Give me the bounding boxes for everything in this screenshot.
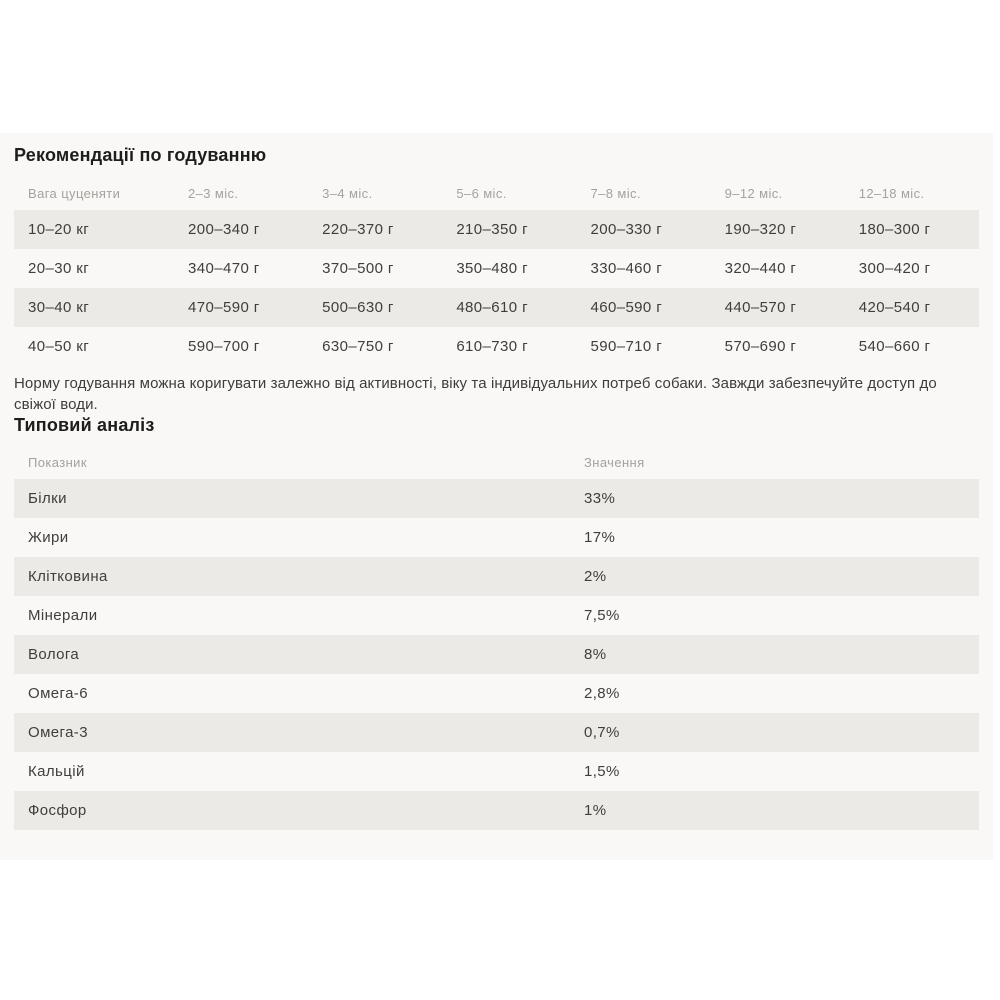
amount-cell: 420–540 г (858, 299, 931, 316)
analysis-row-minerals (14, 596, 979, 635)
amount-cell: 300–420 г (858, 260, 931, 277)
indicator-cell: Омега-3 (28, 724, 88, 741)
analysis-row-omega6 (14, 674, 979, 713)
indicator-cell: Білки (28, 490, 67, 507)
analysis-col-indicator: Показник (28, 454, 87, 470)
value-cell: 1,5% (584, 763, 620, 780)
feeding-row-40-50kg (14, 327, 979, 366)
analysis-row-fat (14, 518, 979, 557)
weight-cell: 10–20 кг (28, 221, 90, 238)
indicator-cell: Волога (28, 646, 80, 663)
feeding-recommendations-title: Рекомендації по годуванню (14, 145, 267, 165)
amount-cell: 610–730 г (456, 338, 528, 355)
weight-cell: 20–30 кг (28, 260, 90, 277)
value-cell: 8% (584, 646, 607, 663)
indicator-cell: Мінерали (28, 607, 98, 624)
amount-cell: 570–690 г (724, 338, 797, 355)
feeding-col-2-3-months: 2–3 міс. (188, 186, 239, 201)
analysis-row-omega3 (14, 713, 979, 752)
amount-cell: 370–500 г (322, 260, 394, 277)
feeding-col-3-4-months: 3–4 міс. (322, 186, 373, 201)
amount-cell: 590–710 г (590, 338, 663, 355)
value-cell: 2,8% (584, 685, 620, 702)
amount-cell: 590–700 г (188, 338, 260, 355)
analysis-row-fiber (14, 557, 979, 596)
amount-cell: 460–590 г (590, 299, 663, 316)
amount-cell: 350–480 г (456, 260, 528, 277)
amount-cell: 320–440 г (724, 260, 797, 277)
feeding-col-7-8-months: 7–8 міс. (590, 186, 641, 201)
feeding-note (14, 373, 979, 415)
amount-cell: 540–660 г (858, 338, 931, 355)
indicator-cell: Омега-6 (28, 685, 88, 702)
feeding-row-20-30kg (14, 249, 979, 288)
indicator-cell: Фосфор (28, 802, 87, 819)
value-cell: 1% (584, 802, 607, 819)
amount-cell: 220–370 г (322, 221, 394, 238)
amount-cell: 200–340 г (188, 221, 260, 238)
value-cell: 33% (584, 490, 616, 507)
feeding-table (14, 177, 979, 366)
weight-cell: 30–40 кг (28, 299, 90, 316)
amount-cell: 190–320 г (724, 221, 797, 238)
amount-cell: 470–590 г (188, 299, 260, 316)
feeding-col-5-6-months: 5–6 міс. (456, 186, 507, 201)
analysis-row-calcium (14, 752, 979, 791)
value-cell: 2% (584, 568, 607, 585)
amount-cell: 330–460 г (590, 260, 663, 277)
value-cell: 17% (584, 529, 616, 546)
amount-cell: 180–300 г (858, 221, 931, 238)
amount-cell: 440–570 г (724, 299, 797, 316)
analysis-table (14, 445, 979, 830)
value-cell: 0,7% (584, 724, 620, 741)
weight-cell: 40–50 кг (28, 338, 90, 355)
feeding-col-9-12-months: 9–12 міс. (724, 186, 783, 201)
amount-cell: 210–350 г (456, 221, 528, 238)
typical-analysis-title: Типовий аналіз (14, 415, 155, 435)
amount-cell: 480–610 г (456, 299, 528, 316)
analysis-table-header-row (14, 445, 979, 479)
analysis-row-moisture (14, 635, 979, 674)
amount-cell: 630–750 г (322, 338, 394, 355)
indicator-cell: Жири (28, 529, 69, 546)
feeding-col-weight: Вага цуценяти (28, 186, 121, 201)
feeding-note-line1: Норму годування можна коригувати залежно від активності, віку та індивідуальних потреб собаки. Завжди забезпечуйте доступ до (14, 375, 937, 392)
amount-cell: 500–630 г (322, 299, 394, 316)
amount-cell: 340–470 г (188, 260, 260, 277)
analysis-col-value: Значення (584, 454, 645, 470)
feeding-row-10-20kg (14, 210, 979, 249)
feeding-col-12-18-months: 12–18 міс. (858, 186, 925, 201)
analysis-row-phosphorus (14, 791, 979, 830)
feeding-row-30-40kg (14, 288, 979, 327)
indicator-cell: Клітковина (28, 568, 108, 585)
value-cell: 7,5% (584, 607, 620, 624)
feeding-table-header-row (14, 177, 979, 210)
analysis-row-protein (14, 479, 979, 518)
feeding-note-line2: свіжої води. (14, 396, 98, 413)
amount-cell: 200–330 г (590, 221, 663, 238)
product-details-section (0, 133, 993, 860)
indicator-cell: Кальцій (28, 763, 85, 780)
